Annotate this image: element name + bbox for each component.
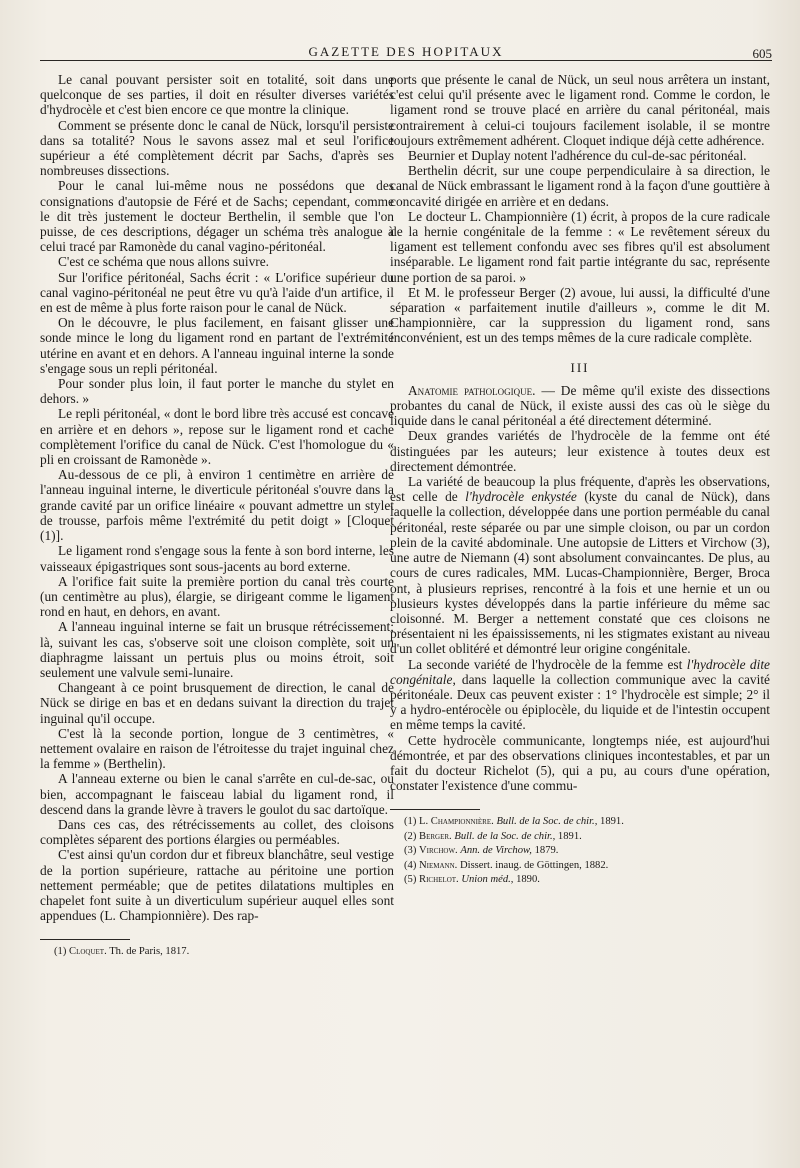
paragraph: Le docteur L. Championnière (1) écrit, à propos de la cure radicale de la hernie congénitale de la femme : « Le revêtement séreux du ligament est tellement confondu avec ses fibres qu'il est absolument inséparable. Le ligament rond fait partie intégrante du sac, représente une portion de sa paroi. » <box>390 208 770 285</box>
footnote-number: (3) <box>404 845 417 857</box>
paragraph: ports que présente le canal de Nück, un seul nous arrêtera un instant, c'est celui qu'il présente avec le ligament rond. Comme le cordon, le ligament rond se trouve placé en arrière du canal péritonéal, mais contrairement à celui-ci toujours facilement isolable, il se montre toujours extrêmement adhérent. Cloquet indique déjà cette adhérence. <box>390 72 770 148</box>
footnote-number: (5) <box>404 873 417 885</box>
paragraph: Comment se présente donc le canal de Nück, lorsqu'il persiste dans sa totalité? Nous le savons assez mal et seul l'orifice supérieur a été complètement décrit par Sachs, d'après ses nombreuses dissections. <box>40 117 394 179</box>
footnotes <box>40 946 394 958</box>
footnote-author: Richelot. <box>419 873 459 885</box>
paragraph: Changeant à ce point brusquement de direction, le canal de Nück se dirige en bas et en dedans suivant la direction du trajet inguinal qu'il occupe. <box>40 680 394 726</box>
paragraph-text: La variété de beaucoup la plus fréquente, d'après les observations, est celle de <box>390 474 770 505</box>
paragraph: Berthelin décrit, sur une coupe perpendiculaire à sa direction, le canal de Nück embrassant le ligament rond à la façon d'une gouttière à concavité dirigée en arrière et en dedans. <box>390 163 770 209</box>
footnote <box>404 831 770 843</box>
footnote-year: 1890. <box>516 873 540 885</box>
paragraph: A l'orifice fait suite la première portion du canal très courte (un centimètre au plus), élargie, se dirigeant comme le ligament rond en haut, en dehors, en avant. <box>40 573 394 620</box>
footnote-number: (4) <box>404 859 417 871</box>
right-column <box>390 72 770 888</box>
paragraph: On le découvre, le plus facilement, en faisant glisser une sonde mince le long du ligament rond en partant de l'extrémité utérine en avant et en dehors. A l'anneau inguinal interne la sonde s'engage sous un repli péritonéal. <box>40 315 394 376</box>
footnote-number: (1) <box>54 946 67 958</box>
paragraph: Beurnier et Duplay notent l'adhérence du cul-de-sac péritonéal. <box>408 148 747 164</box>
footnote-source: Bull. de la Soc. de chir., <box>496 816 598 828</box>
page-number: 605 <box>752 46 772 61</box>
footnote-author: Virchow. <box>419 845 458 857</box>
footnote-number: (2) <box>404 830 417 842</box>
paragraph: C'est ainsi qu'un cordon dur et fibreux blanchâtre, seul vestige de la portion supérieure, rattache au péritoine une portion nettement perméable; que de petites dilatations multiples en chapelet font suite à un diverticulum supérieur auquel elles sont appendues (L. Championnière). Des rap- <box>40 847 394 924</box>
section-heading: III <box>570 359 590 375</box>
footnote-year: 1879. <box>534 845 559 857</box>
paragraph-text: , dans laquelle la collection communique avec la cavité péritonéale. Deux cas peuvent exister : 1° l'hydrocèle est simple; 2° il y a hydro-entérocèle ou épiplocèle, du liquide et de l'intestin occupent en même temps la cavité. <box>390 671 770 733</box>
paragraph-text: (kyste du canal de Nück), dans laquelle la collection, développée dans une portion perméable du canal péritonéal, reste séparée ou par une simple cloison, ou par un cordon plein de la cavité abdominale. Une autopsie de Litters et Virchow (3), une autre de Niemann (4) sont absolument convaincantes. De plus, au cours de cures radicales, MM. Lucas-Championnière, Berger, Broca ont, à plusieurs reprises, rencontré à la fois et une hernie et un ou plusieurs kystes développés dans la partie inférieure du même sac cloisonné. M. Berger a nettement constaté que ces cloisons ne présentaient ni les épaississements, ni les stigmates existant au niveau d'un collet oblitéré et démontré leur origine congénitale. <box>390 489 770 657</box>
paragraph: Cette hydrocèle communicante, longtemps niée, est aujourd'hui démontrée, et par des observations cliniques incontestables, et par un fait du docteur Richelot (5), qui a pu, au cours d'une opération, constater l'existence d'une commu- <box>390 732 770 794</box>
run-in-heading: Anatomie pathologique. <box>408 382 536 398</box>
footnote-source: Bull. de la Soc. de chir., <box>454 830 556 842</box>
paragraph: Sur l'orifice péritonéal, Sachs écrit : « L'orifice supérieur du canal vagino-péritonéal ne peut être vu qu'à l'aide d'un artifice, il en est de même à plus forte raison pour le canal de Nück. <box>40 269 394 316</box>
footnote-year: 1882. <box>584 859 609 871</box>
paragraph: Pour le canal lui-même nous ne possédons que des consignations d'autopsie de Féré et de Sachs; cependant, comme le dit très justement le docteur Berthelin, il semble que l'on puisse, de ces descriptions, dégager un schéma très analogue à celui tracé par Ramonède du canal vagino-péritonéal. <box>40 178 394 255</box>
footnote-number: (1) <box>404 816 417 828</box>
header-rule <box>40 60 772 61</box>
footnote-year: 1891. <box>557 830 582 842</box>
footnote <box>404 816 770 828</box>
footnote <box>54 946 394 958</box>
left-column <box>40 72 394 961</box>
paragraph <box>390 383 770 429</box>
footnote-source: Union méd., <box>461 873 514 885</box>
paragraph: C'est ce schéma que nous allons suivre. <box>58 254 270 270</box>
footnote-rule <box>390 809 480 810</box>
footnote-year: 1891. <box>600 816 624 828</box>
paragraph: Au-dessous de ce pli, à environ 1 centimètre en arrière de l'anneau inguinal interne, le diverticule péritonéal s'ouvre dans la grande cavité par un orifice linéaire « pouvant admettre un stylet de trousse, parfois même l'extrémité du petit doigt » [Cloquet (1)]. <box>40 467 394 544</box>
footnote-source: Ann. de Virchow, <box>460 845 532 857</box>
journal-title: GAZETTE DES HOPITAUX <box>308 44 504 59</box>
paragraph: Le repli péritonéal, « dont le bord libre très accusé est concave en arrière et en dehors », repose sur le ligament rond et cache complètement l'orifice du canal de Nück. C'est l'homologue du « pli en croissant de Ramonède ». <box>40 406 394 468</box>
footnote-author: Berger. <box>419 830 452 842</box>
footnote-author: Cloquet. <box>69 946 107 958</box>
paragraph: Et M. le professeur Berger (2) avoue, lui aussi, la difficulté d'une séparation « parfaitement inutile d'ailleurs », comme le dit M. Championnière, car la suppression du ligament rond, sans inconvénient, est un des temps mêmes de la cure radicale complète. <box>390 284 770 346</box>
footnote <box>404 874 770 886</box>
paragraph: Le ligament rond s'engage sous la fente à son bord interne, les vaisseaux épigastriques sont sous-jacents au bord externe. <box>40 543 394 574</box>
paragraph <box>390 657 770 733</box>
footnote-source: Th. de Paris, 1817. <box>109 946 190 958</box>
footnote <box>404 845 770 857</box>
paragraph: Deux grandes variétés de l'hydrocèle de la femme ont été distinguées par les auteurs; leur existence à toutes deux est directement démontrée. <box>390 428 770 474</box>
paragraph: A l'anneau externe ou bien le canal s'arrête en cul-de-sac, ou bien, accompagnant le faisceau labial du ligament rond, il descend dans la grande lèvre à travers le goulot du sac dartoïque. <box>40 771 394 817</box>
paragraph: Le canal pouvant persister soit en totalité, soit dans une quelconque de ses parties, il doit en résulter diverses variétés d'hydrocèle et c'est bien encore ce que montre la clinique. <box>40 72 394 118</box>
paragraph-text: — De même qu'il existe des dissections probantes du canal de Nück, il existe aussi des cas où le siège du liquide dans le canal péritonéal a été directement déterminé. <box>390 382 770 429</box>
paragraph-text: La seconde variété de l'hydrocèle de la femme est <box>408 656 687 672</box>
paragraph: C'est là la seconde portion, longue de 3 centimètres, « nettement ovalaire en raison de l'étroitesse du trajet inguinal chez la femme » (Berthelin). <box>40 725 394 772</box>
running-header <box>40 38 772 62</box>
paragraph <box>390 474 770 656</box>
footnote-rule <box>40 939 130 940</box>
footnote <box>404 860 770 872</box>
paragraph: A l'anneau inguinal interne se fait un brusque rétrécissement; là, suivant les cas, s'observe soit une cloison complète, soit un diaphragme laissant un pertuis plus ou moins étroit, soit seulement une valvule semi-lunaire. <box>40 619 394 680</box>
paragraph: Dans ces cas, des rétrécissements au collet, des cloisons complètes séparent des portions élargies ou perméables. <box>40 816 394 848</box>
footnote-author: L. Championnière. <box>419 816 494 828</box>
emphasis: l'hydrocèle enkystée <box>465 489 577 505</box>
paragraph: Pour sonder plus loin, il faut porter le manche du stylet en dehors. » <box>40 376 394 407</box>
footnote-source: Dissert. inaug. de Göttingen, <box>459 859 582 871</box>
emphasis: l'hydrocèle dite congénitale <box>390 656 770 687</box>
footnote-author: Niemann. <box>419 859 458 871</box>
footnotes <box>390 816 770 886</box>
